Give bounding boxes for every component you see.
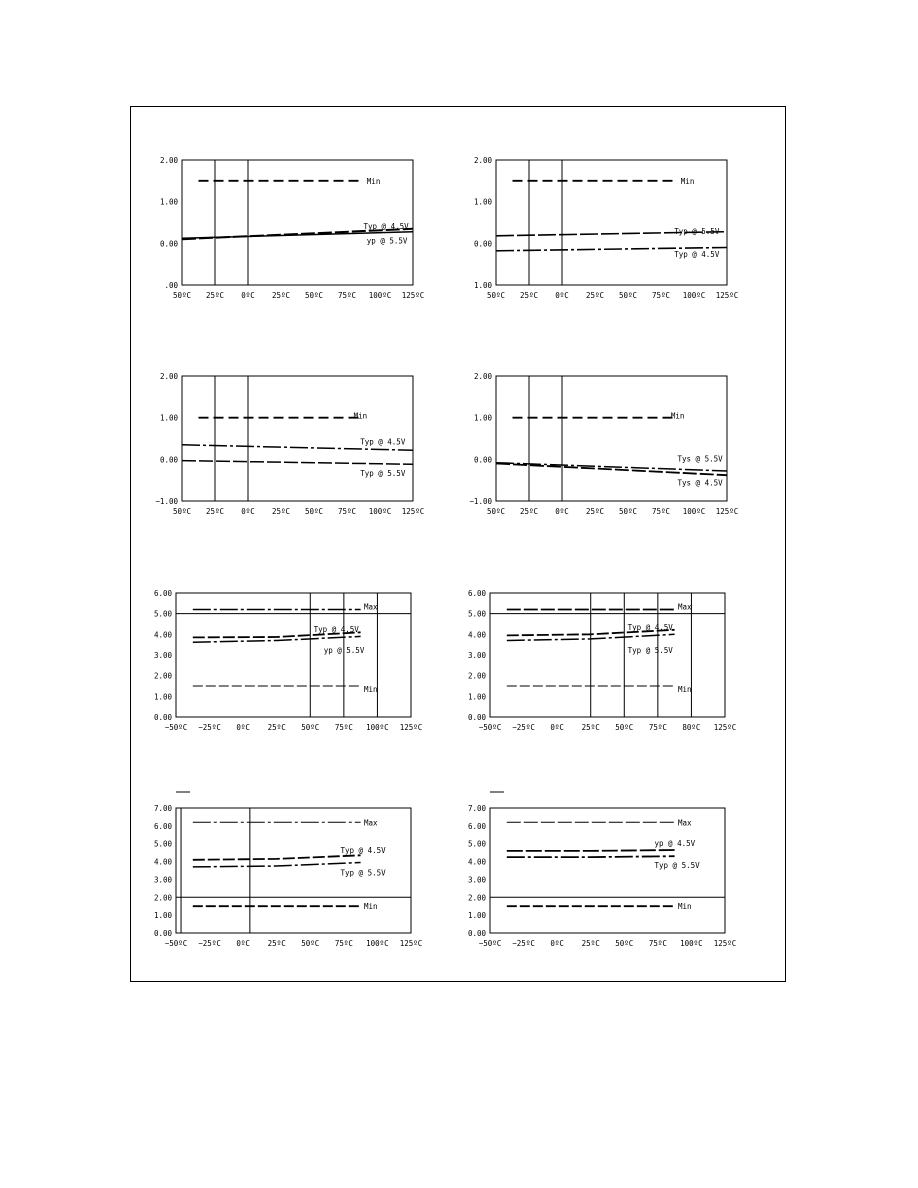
series-label: Min	[364, 685, 378, 695]
x-tick-label: 25ºC	[267, 939, 286, 948]
y-tick-label: 3.00	[153, 875, 172, 885]
y-tick-label: 6.00	[467, 821, 486, 831]
y-tick-label: 2.00	[473, 156, 492, 165]
x-tick-label: 50ºC	[301, 939, 320, 948]
x-tick-label: −25ºC	[198, 939, 221, 948]
x-tick-label: 25ºC	[205, 507, 225, 516]
x-tick-label: 50ºC	[301, 723, 320, 732]
series-label: Min	[680, 176, 695, 186]
series-label: Min	[366, 176, 381, 186]
chart-7	[154, 804, 422, 948]
x-tick-label: 50ºC	[172, 507, 192, 516]
y-tick-label: 1.00	[153, 911, 172, 921]
x-tick-label: 0ºC	[555, 507, 569, 516]
y-tick-label: 4.00	[153, 630, 172, 640]
x-tick-label: 25ºC	[267, 723, 286, 732]
x-tick-label: 25ºC	[581, 723, 600, 732]
series-label: Typ @ 4.5V	[627, 623, 673, 633]
series-label: Min	[678, 902, 692, 912]
y-tick-label: .00	[164, 281, 178, 290]
series-line	[193, 863, 361, 867]
y-tick-label: 2.00	[467, 893, 486, 903]
x-tick-label: 125ºC	[401, 291, 425, 300]
x-tick-label: 25ºC	[519, 291, 539, 300]
x-tick-label: 0ºC	[236, 723, 250, 732]
chart-6	[468, 589, 736, 732]
x-tick-label: 125ºC	[401, 507, 425, 516]
chart-4	[469, 372, 738, 516]
y-tick-label: 0.00	[153, 713, 172, 722]
x-tick-label: 100ºC	[682, 291, 706, 300]
series-label: Min	[364, 902, 378, 912]
series-label: yp @ 5.5V	[366, 236, 408, 246]
series-label: Typ @ 4.5V	[340, 845, 386, 855]
y-tick-label: 5.00	[467, 839, 486, 849]
x-tick-label: 125ºC	[715, 507, 739, 516]
series-line	[507, 856, 675, 857]
y-tick-label: 0.00	[159, 239, 178, 249]
y-tick-label: 5.00	[153, 609, 172, 619]
x-tick-label: 75ºC	[334, 723, 353, 732]
x-tick-label: 50ºC	[618, 507, 638, 516]
x-tick-label: 100ºC	[680, 939, 703, 948]
series-label: Min	[353, 411, 368, 421]
y-tick-label: 6.00	[467, 589, 486, 598]
series-label: Typ @ 5.5V	[654, 861, 700, 871]
y-tick-label: 1.00	[473, 281, 492, 290]
y-tick-label: 0.00	[467, 713, 486, 722]
x-tick-label: 0ºC	[241, 291, 255, 300]
series-label: yp @ 5.5V	[323, 645, 365, 655]
chart-2	[474, 156, 738, 300]
y-tick-label: 0.00	[473, 455, 492, 465]
y-tick-label: 3.00	[467, 875, 486, 885]
y-tick-label: 7.00	[153, 804, 172, 813]
series-label: Max	[364, 602, 378, 612]
y-tick-label: 2.00	[159, 156, 178, 165]
x-tick-label: 100ºC	[366, 939, 389, 948]
series-line	[507, 850, 675, 851]
y-tick-label: −1.00	[155, 497, 178, 506]
plot-area	[176, 593, 411, 717]
x-tick-label: −50ºC	[164, 723, 188, 732]
y-tick-label: 4.00	[467, 857, 486, 867]
series-line	[182, 461, 413, 465]
series-label: Tys @ 4.5V	[677, 478, 723, 488]
x-tick-label: 75ºC	[651, 507, 671, 516]
x-tick-label: 75ºC	[648, 723, 667, 732]
x-tick-label: 25ºC	[585, 507, 605, 516]
x-tick-label: 75ºC	[651, 291, 671, 300]
x-tick-label: 100ºC	[368, 291, 392, 300]
x-tick-label: 80ºC	[682, 723, 701, 732]
y-tick-label: 0.00	[467, 929, 486, 938]
y-tick-label: 2.00	[159, 372, 178, 381]
x-tick-label: 25ºC	[581, 939, 600, 948]
x-tick-label: 50ºC	[615, 939, 634, 948]
x-tick-label: 100ºC	[368, 507, 392, 516]
chart-8	[468, 804, 736, 948]
y-tick-label: 2.00	[473, 372, 492, 381]
x-tick-label: 125ºC	[713, 939, 737, 948]
y-tick-label: 7.00	[467, 804, 486, 813]
x-tick-label: 125ºC	[713, 723, 737, 732]
x-tick-label: 0ºC	[241, 507, 255, 516]
y-tick-label: 5.00	[467, 609, 486, 619]
x-tick-label: 100ºC	[682, 507, 706, 516]
y-tick-label: 2.00	[467, 671, 486, 681]
y-tick-label: 4.00	[153, 857, 172, 867]
x-tick-label: 0ºC	[550, 939, 564, 948]
y-tick-label: 1.00	[467, 911, 486, 921]
series-line	[193, 855, 361, 860]
x-tick-label: 0ºC	[555, 291, 569, 300]
y-tick-label: 1.00	[473, 413, 492, 423]
series-label: Typ @ 5.5V	[360, 469, 406, 479]
series-label: Typ @ 5.5V	[340, 868, 386, 878]
series-label: Typ @ 4.5V	[313, 625, 359, 635]
y-tick-label: 1.00	[153, 692, 172, 702]
series-label: Max	[364, 818, 378, 828]
x-tick-label: 75ºC	[337, 507, 357, 516]
y-tick-label: 3.00	[153, 651, 172, 660]
series-label: Max	[678, 602, 692, 612]
x-tick-label: 75ºC	[648, 939, 667, 948]
y-tick-label: 0.00	[159, 455, 178, 465]
y-tick-label: 1.00	[473, 197, 492, 207]
y-tick-label: −1.00	[469, 497, 492, 506]
series-label: Typ @ 4.5V	[363, 221, 409, 231]
y-tick-label: 6.00	[153, 821, 172, 831]
x-tick-label: −50ºC	[164, 939, 188, 948]
chart-1	[160, 156, 424, 300]
x-tick-label: 125ºC	[399, 939, 423, 948]
x-tick-label: −25ºC	[198, 723, 221, 732]
x-tick-label: 0ºC	[236, 939, 250, 948]
x-tick-label: 50ºC	[304, 507, 324, 516]
y-tick-label: 5.00	[153, 839, 172, 849]
series-label: Min	[670, 411, 685, 421]
x-tick-label: 50ºC	[615, 723, 634, 732]
y-tick-label: 0.00	[153, 929, 172, 938]
x-tick-label: −50ºC	[478, 939, 502, 948]
x-tick-label: 25ºC	[205, 291, 225, 300]
x-tick-label: 75ºC	[337, 291, 357, 300]
series-label: Typ @ 5.5V	[674, 226, 720, 236]
series-label: Min	[678, 685, 692, 695]
y-tick-label: 1.00	[467, 692, 486, 702]
y-tick-label: 4.00	[467, 630, 486, 640]
series-label: Max	[678, 818, 692, 828]
x-tick-label: 25ºC	[271, 507, 291, 516]
x-tick-label: −25ºC	[512, 723, 535, 732]
x-tick-label: 50ºC	[304, 291, 324, 300]
y-tick-label: 6.00	[153, 589, 172, 598]
y-tick-label: 2.00	[153, 893, 172, 903]
series-label: Typ @ 4.5V	[674, 249, 720, 259]
series-label: yp @ 4.5V	[654, 838, 696, 848]
y-tick-label: 0.00	[473, 239, 492, 249]
x-tick-label: 50ºC	[172, 291, 192, 300]
x-tick-label: 25ºC	[271, 291, 291, 300]
series-label: Typ @ 4.5V	[360, 437, 406, 447]
x-tick-label: 50ºC	[486, 507, 506, 516]
x-tick-label: 125ºC	[399, 723, 423, 732]
x-tick-label: 75ºC	[334, 939, 353, 948]
x-tick-label: 0ºC	[550, 723, 564, 732]
y-tick-label: 1.00	[159, 413, 178, 423]
series-label: Typ @ 5.5V	[627, 645, 673, 655]
chart-5	[154, 589, 422, 732]
x-tick-label: 100ºC	[366, 723, 389, 732]
chart-3	[155, 372, 424, 516]
x-tick-label: 125ºC	[715, 291, 739, 300]
x-tick-label: 25ºC	[519, 507, 539, 516]
y-tick-label: 2.00	[153, 671, 172, 681]
y-tick-label: 3.00	[467, 651, 486, 660]
x-tick-label: 25ºC	[585, 291, 605, 300]
x-tick-label: 50ºC	[486, 291, 506, 300]
x-tick-label: −25ºC	[512, 939, 535, 948]
x-tick-label: −50ºC	[478, 723, 502, 732]
x-tick-label: 50ºC	[618, 291, 638, 300]
series-label: Tys @ 5.5V	[677, 454, 723, 464]
plot-area	[490, 593, 725, 717]
y-tick-label: 1.00	[159, 197, 178, 207]
